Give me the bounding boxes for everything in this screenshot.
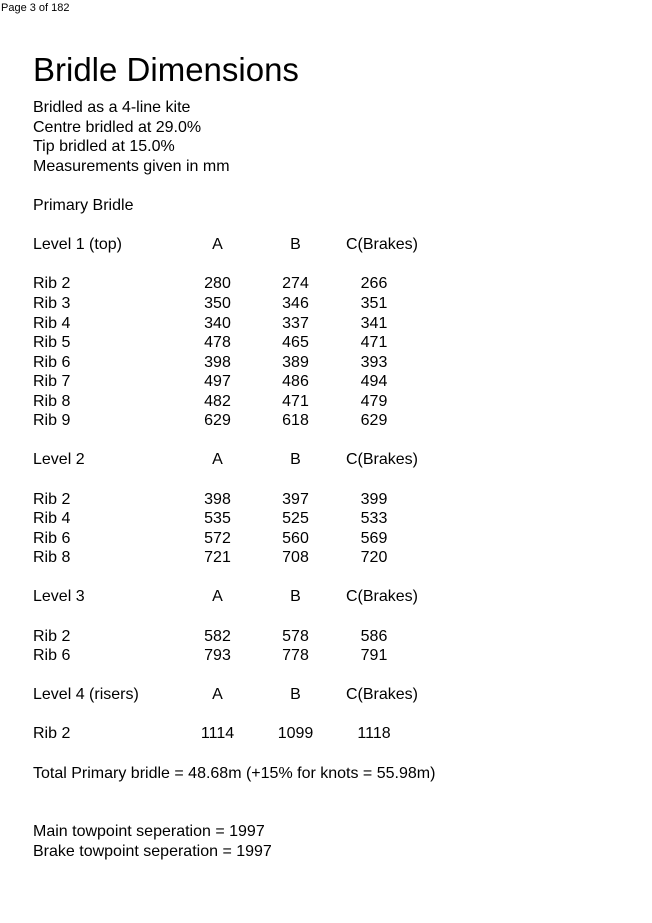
level-header <box>0 685 652 704</box>
table-row <box>0 333 652 352</box>
intro-line-centre-bridled: Centre bridled at 29.0% <box>33 119 202 136</box>
table-row <box>0 646 652 665</box>
value-a: 572 <box>204 530 231 547</box>
value-b: 486 <box>282 373 309 390</box>
value-b: 346 <box>282 295 309 312</box>
table-row <box>0 509 652 528</box>
table-row <box>0 353 652 372</box>
value-a: 398 <box>204 354 231 371</box>
value-c: 341 <box>360 315 388 332</box>
rib-label: Rib 4 <box>33 315 71 332</box>
main-towpoint-separation: Main towpoint seperation = 1997 <box>33 823 265 840</box>
rib-label: Rib 7 <box>33 373 71 390</box>
value-a: 535 <box>204 510 231 527</box>
value-a: 721 <box>204 549 231 566</box>
table-row <box>0 392 652 411</box>
intro-line-units: Measurements given in mm <box>33 158 230 175</box>
rib-label: Rib 3 <box>33 295 71 312</box>
column-header-c: C(Brakes) <box>346 451 419 468</box>
value-b: 274 <box>282 275 309 292</box>
table-row <box>0 411 652 430</box>
table-row <box>0 274 652 293</box>
column-header-a: A <box>212 588 223 605</box>
column-header-b: B <box>290 686 301 703</box>
column-header-a: A <box>212 236 223 253</box>
value-b: 778 <box>282 647 309 664</box>
value-c: 586 <box>360 628 388 645</box>
section-title: Primary Bridle <box>33 197 134 214</box>
table-row <box>0 627 652 646</box>
rib-label: Rib 4 <box>33 510 71 527</box>
table-row <box>0 529 652 548</box>
rib-label: Rib 2 <box>33 275 71 292</box>
value-a: 280 <box>204 275 231 292</box>
column-header-a: A <box>212 451 223 468</box>
level-header <box>0 450 652 469</box>
value-a: 629 <box>204 412 231 429</box>
table-row <box>0 372 652 391</box>
value-b: 578 <box>282 628 309 645</box>
table-row <box>0 314 652 333</box>
rib-label: Rib 6 <box>33 647 71 664</box>
value-c: 393 <box>360 354 388 371</box>
value-a: 478 <box>204 334 231 351</box>
brake-towpoint-separation: Brake towpoint seperation = 1997 <box>33 843 272 860</box>
intro-line-tip-bridled: Tip bridled at 15.0% <box>33 138 175 155</box>
value-b: 337 <box>282 315 309 332</box>
value-a: 398 <box>204 491 231 508</box>
rib-label: Rib 6 <box>33 530 71 547</box>
value-b: 618 <box>282 412 309 429</box>
value-c: 720 <box>360 549 388 566</box>
table-row <box>0 490 652 509</box>
column-header-b: B <box>290 451 301 468</box>
column-header-b: B <box>290 236 301 253</box>
value-b: 708 <box>282 549 309 566</box>
value-b: 560 <box>282 530 309 547</box>
value-b: 397 <box>282 491 309 508</box>
level-header <box>0 587 652 606</box>
page-title: Bridle Dimensions <box>33 51 299 88</box>
value-c: 399 <box>360 491 388 508</box>
intro-line-bridle-type: Bridled as a 4-line kite <box>33 99 191 116</box>
value-a: 793 <box>204 647 231 664</box>
rib-label: Rib 9 <box>33 412 71 429</box>
column-header-b: B <box>290 588 301 605</box>
rib-label: Rib 2 <box>33 725 71 742</box>
rib-label: Rib 8 <box>33 549 71 566</box>
value-c: 266 <box>360 275 388 292</box>
value-c: 1118 <box>357 725 391 742</box>
value-a: 582 <box>204 628 231 645</box>
rib-label: Rib 2 <box>33 628 71 645</box>
value-c: 629 <box>360 412 388 429</box>
value-b: 389 <box>282 354 309 371</box>
value-c: 569 <box>360 530 388 547</box>
value-b: 471 <box>282 393 309 410</box>
rib-label: Rib 8 <box>33 393 71 410</box>
value-c: 494 <box>360 373 388 390</box>
rib-label: Rib 6 <box>33 354 71 371</box>
value-b: 465 <box>282 334 309 351</box>
level-label: Level 1 (top) <box>33 236 122 253</box>
value-c: 791 <box>360 647 388 664</box>
value-c: 533 <box>360 510 388 527</box>
level-label: Level 2 <box>33 451 85 468</box>
value-b: 525 <box>282 510 309 527</box>
level-label: Level 3 <box>33 588 85 605</box>
value-c: 351 <box>360 295 388 312</box>
column-header-a: A <box>212 686 223 703</box>
value-a: 482 <box>204 393 231 410</box>
value-c: 471 <box>360 334 388 351</box>
column-header-c: C(Brakes) <box>346 236 419 253</box>
table-row <box>0 724 652 743</box>
value-c: 479 <box>360 393 388 410</box>
table-row <box>0 548 652 567</box>
value-a: 497 <box>204 373 231 390</box>
page-indicator: Page 3 of 182 <box>1 2 70 14</box>
value-a: 1114 <box>200 725 235 742</box>
column-header-c: C(Brakes) <box>346 588 419 605</box>
table-row <box>0 294 652 313</box>
level-label: Level 4 (risers) <box>33 686 139 703</box>
level-header <box>0 235 652 254</box>
column-header-c: C(Brakes) <box>346 686 419 703</box>
value-a: 350 <box>204 295 231 312</box>
rib-label: Rib 5 <box>33 334 71 351</box>
value-a: 340 <box>204 315 231 332</box>
value-b: 1099 <box>277 725 314 742</box>
total-primary-bridle: Total Primary bridle = 48.68m (+15% for knots = 55.98m) <box>33 765 436 782</box>
rib-label: Rib 2 <box>33 491 71 508</box>
